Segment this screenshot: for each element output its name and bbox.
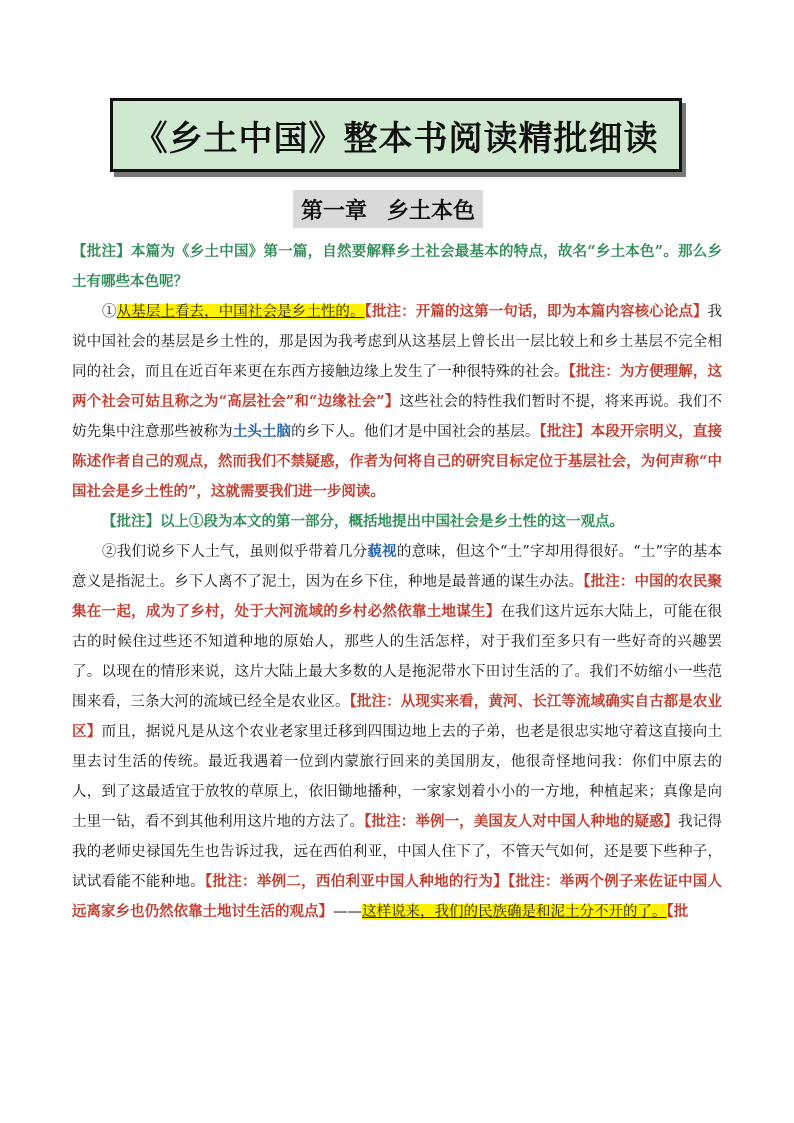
dash: —— <box>333 904 362 920</box>
annotation: 【批注：开篇的这第一句话，即为本篇内容核心论点】 <box>364 303 708 320</box>
chapter-heading <box>293 190 483 228</box>
intro-annotation: 【批注】本篇为《乡土中国》第一篇，自然要解释乡土社会最基本的特点，故名“乡土本色”。那么乡土有哪些本色呢？ <box>72 243 722 290</box>
keyword: 土头土脑 <box>232 423 292 440</box>
body-text: 我说中国社会的基层是乡土性的，那是因为我考虑到从这基层上曾长出一层比较上和乡土基层不完全相同的社会，而且在近百年来更在东西方接触边缘上发生了一种很特殊的社会。 <box>72 304 723 380</box>
body-text: 的乡下人。他们才是中国社会的基层。 <box>291 424 540 440</box>
body-text: 我记得我的老师史禄国先生也告诉过我，远在西伯利亚，中国人住下了，不管天气如何，还是要下些种子，试试看能不能种地。 <box>72 814 723 890</box>
annotation: 【批注：中国的农民聚集在一起，成为了乡村，处于大河流域的乡村必然依靠土地谋生】 <box>72 573 723 620</box>
annotation: 【批注：为方便理解，这两个社会可姑且称之为“高层社会”和“边缘社会”】 <box>72 363 723 410</box>
body-text: 在我们这片远东大陆上，可能在很古的时候住过些还不知道种地的原始人，那些人的生活怎样，对于我们至多只有一些好奇的兴趣罢了。以现在的情形来说，这片大陆上最大多数的人是拖泥带水下田讨生活的了。我们不妨缩小一些范围来看，三条大河的流域已经全是农业区。 <box>72 604 722 710</box>
annotation: 【批注：举例一，美国友人对中国人种地的疑惑】 <box>364 813 679 830</box>
body-text: 而且，据说凡是从这个农业老家里迁移到四围边地上去的子弟，也老是很忠实地守着这直接向土里去讨生活的传统。最近我遇着一位到内蒙旅行回来的美国朋友，他很奇怪地问我：你们中原去的人，到了这最适宜于放牧的草原上，依旧锄地播种，一家家划着小小的一方地，种植起来；真像是向土里一钻，看不到其他利用这片地的方法了。 <box>72 724 723 830</box>
body-text: 的意味，但这个“土”字却用得很好。“土”字的基本意义是指泥土。乡下人离不了泥土，因为在乡下住，种地是最普通的谋生办法。 <box>72 544 723 590</box>
body-text: 这些社会的特性我们暂时不提，将来再说。我们不妨先集中注意那些被称为 <box>72 394 722 440</box>
document-title: 《乡土中国》整本书阅读精批细读 <box>133 118 659 159</box>
annotation: 【批注：举例二，西伯利亚中国人种地的行为】 <box>204 873 508 890</box>
highlighted-sentence: 从基层上看去，中国社会是乡土性的。 <box>116 304 365 320</box>
annotation: 【批注】本段开宗明义，直接陈述作者自己的观点，然而我们不禁疑惑，作者为何将自己的研究目标定位于基层社会，为何声称“中国社会是乡土性的”，这就需要我们进一步阅读。 <box>72 423 723 500</box>
paragraph-1 <box>72 297 722 507</box>
annotation: 【批注：从现实来看，黄河、长江等流域确实自古都是农业区】 <box>72 693 723 740</box>
annotation: 【批 <box>666 903 689 920</box>
chapter-number: 第一章 <box>301 198 368 224</box>
body-text: 我们说乡下人土气，虽则似乎带着几分 <box>116 544 368 560</box>
keyword: 藐视 <box>367 543 397 560</box>
paragraph-number: ② <box>102 544 117 560</box>
annotation: 【批注：举两个例子来佐证中国人远离家乡也仍然依靠土地讨生活的观点】 <box>72 873 723 920</box>
summary-annotation: 【批注】以上①段为本文的第一部分，概括地提出中国社会是乡土性的这一观点。 <box>102 513 624 530</box>
paragraph-number: ① <box>102 304 117 320</box>
paragraph-2 <box>72 537 722 927</box>
document-body <box>72 237 722 927</box>
highlighted-sentence: 这样说来，我们的民族确是和泥土分不开的了。 <box>362 904 667 920</box>
chapter-name: 乡土本色 <box>387 198 476 224</box>
title-banner <box>110 98 682 172</box>
